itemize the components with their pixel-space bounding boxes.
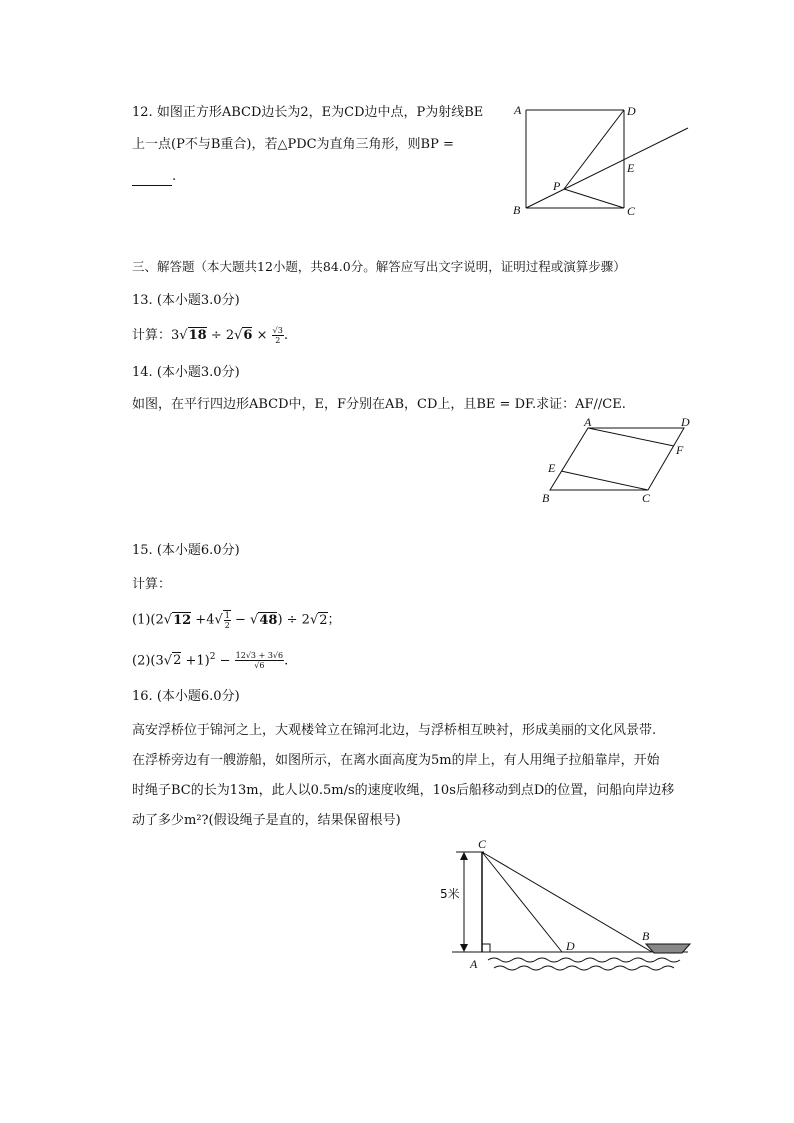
q16-rope-cb — [482, 852, 652, 952]
q12-label-p: P — [553, 179, 561, 193]
q15-p1-end: ； — [327, 612, 341, 628]
q15-p1-c: − — [235, 612, 246, 628]
q14-label-b: B — [542, 491, 550, 505]
q16-header — [132, 688, 240, 706]
q12-line2: 上一点(P不与B重合)，若△PDC为直角三角形，则BP = — [132, 137, 454, 152]
q13-radical-sign-2: √ — [234, 328, 243, 343]
q14-segment-af — [588, 428, 674, 446]
q13-radicand-2: 6 — [243, 328, 253, 343]
q12-segment-pd — [564, 110, 624, 189]
q14-score: (本小题3.0分) — [156, 365, 240, 380]
q15-p1-rad3-sign: √ — [309, 612, 319, 628]
q16-line4: 动了多少m²?(假设绳子是直的，结果保留根号) — [132, 813, 401, 828]
q13-frac-num: √3 — [272, 326, 283, 335]
q15-p1-fraction — [223, 610, 231, 630]
q13-fraction — [272, 326, 284, 345]
q15-p1-a: (1)(2 — [132, 612, 164, 628]
q16-arrow-head-bottom — [460, 944, 468, 952]
q13-mid: ÷ 2 — [210, 328, 235, 343]
q15-p2-frac-num: 12√3 + 3√6 — [235, 651, 284, 661]
q16-label-c: C — [478, 837, 487, 851]
q15-p2-end: . — [284, 653, 289, 669]
q15-p1-rad2: 48 — [259, 612, 278, 628]
q14-header — [132, 364, 240, 382]
q16-figure — [432, 836, 692, 976]
q15-number: 15. — [132, 543, 153, 558]
q16-label-d: D — [566, 939, 575, 953]
q12-text1: 如图正方形ABCD边长为2，E为CD边中点，P为射线BE — [156, 105, 484, 120]
q14-text: 如图，在平行四边形ABCD中，E，F分别在AB，CD上，且BE = DF.求证：AF//CE. — [132, 397, 626, 412]
q15-p2-a: (2)(3 — [132, 653, 164, 669]
q14-label-c: C — [642, 491, 651, 505]
q15-part2 — [132, 648, 288, 670]
q12-period: . — [172, 169, 177, 184]
q13-number: 13. — [132, 293, 153, 308]
q13-header — [132, 292, 240, 310]
q16-height-label: 5米 — [440, 887, 460, 901]
section3-heading: 三、解答题（本大题共12小题，共84.0分。解答应写出文字说明，证明过程或演算步骤） — [132, 259, 626, 274]
q16-score: (本小题6.0分) — [156, 689, 240, 704]
q13-times: × — [256, 328, 268, 343]
q16-boat — [646, 944, 690, 953]
q15-p2-rad1-sign: √ — [163, 653, 173, 669]
q15-p1-frac-den: 2 — [224, 621, 230, 630]
q16-right-angle-mark — [482, 944, 490, 952]
q15-intro: 计算： — [132, 577, 172, 592]
q15-p2-b: +1) — [185, 653, 210, 669]
q12-label-d: D — [627, 104, 636, 118]
q12-segment-pc — [564, 189, 624, 208]
q12-label-c: C — [627, 204, 636, 218]
q14-segment-ce — [561, 471, 648, 490]
q16-arrow-head-top — [460, 852, 468, 860]
q16-number: 16. — [132, 689, 153, 704]
q15-p1-d: ) ÷ 2 — [277, 612, 310, 628]
q15-p1-rad1: 12 — [173, 612, 192, 628]
q15-header — [132, 542, 240, 560]
q15-p1-rad2-sign: √ — [250, 612, 259, 628]
q16-wave-2 — [494, 966, 674, 970]
q14-label-d: D — [681, 415, 690, 429]
q14-label-e: E — [548, 461, 556, 475]
q16-line2: 在浮桥旁边有一艘游船，如图所示，在离水面高度为5m的岸上，有人用绳子拉船靠岸，开始 — [132, 753, 660, 768]
q15-p2-sup: 2 — [209, 652, 216, 662]
q13-score: (本小题3.0分) — [156, 293, 240, 308]
q12-answer-blank[interactable] — [132, 173, 172, 186]
q15-p1-frac-sign: √ — [214, 612, 223, 628]
q13-frac-den: 2 — [275, 336, 281, 345]
q14-number: 14. — [132, 365, 153, 380]
q16-rope-cd — [482, 852, 562, 952]
q15-p2-rad1: 2 — [173, 653, 182, 669]
q12-label-e: E — [627, 161, 635, 175]
q15-p1-rad3: 2 — [319, 612, 328, 628]
q12-line3 — [132, 168, 176, 186]
q12-figure — [510, 100, 700, 218]
q16-line3: 时绳子BC的长为13m，此人以0.5m/s的速度收绳，10s后船移动到点D的位置，问船向岸边移 — [132, 783, 675, 798]
q15-p2-c: − — [219, 653, 231, 669]
q13-radicand-1: 18 — [188, 328, 207, 343]
q15-p1-b: +4 — [195, 612, 215, 628]
q15-p1-frac-num: 1 — [224, 611, 230, 620]
q16-wave-1 — [488, 958, 680, 962]
q15-score: (本小题6.0分) — [156, 543, 240, 558]
q12-label-b: B — [513, 203, 521, 217]
q13-prefix: 计算：3 — [132, 328, 180, 343]
q16-line1: 高安浮桥位于锦河之上，大观楼耸立在锦河北边，与浮桥相互映衬，形成美丽的文化风景带. — [132, 723, 657, 738]
q12-number: 12. — [132, 105, 153, 120]
q14-label-f: F — [676, 443, 684, 457]
q14-figure — [536, 414, 706, 504]
q13-expression — [132, 326, 288, 345]
q16-label-a: A — [470, 957, 478, 971]
q16-label-b: B — [642, 929, 650, 943]
q12-ray-be — [526, 128, 688, 208]
q14-label-a: A — [584, 415, 592, 429]
q15-p1-rad1-sign: √ — [163, 612, 173, 628]
q12-label-a: A — [514, 103, 522, 117]
q12-line1 — [132, 104, 483, 122]
q13-end: . — [283, 328, 288, 343]
q15-p2-fraction — [235, 651, 284, 670]
q15-p2-frac-den: √6 — [254, 661, 265, 671]
q14-parallelogram — [550, 428, 684, 490]
q13-radical-sign-1: √ — [179, 328, 188, 343]
q15-part1 — [132, 610, 341, 630]
